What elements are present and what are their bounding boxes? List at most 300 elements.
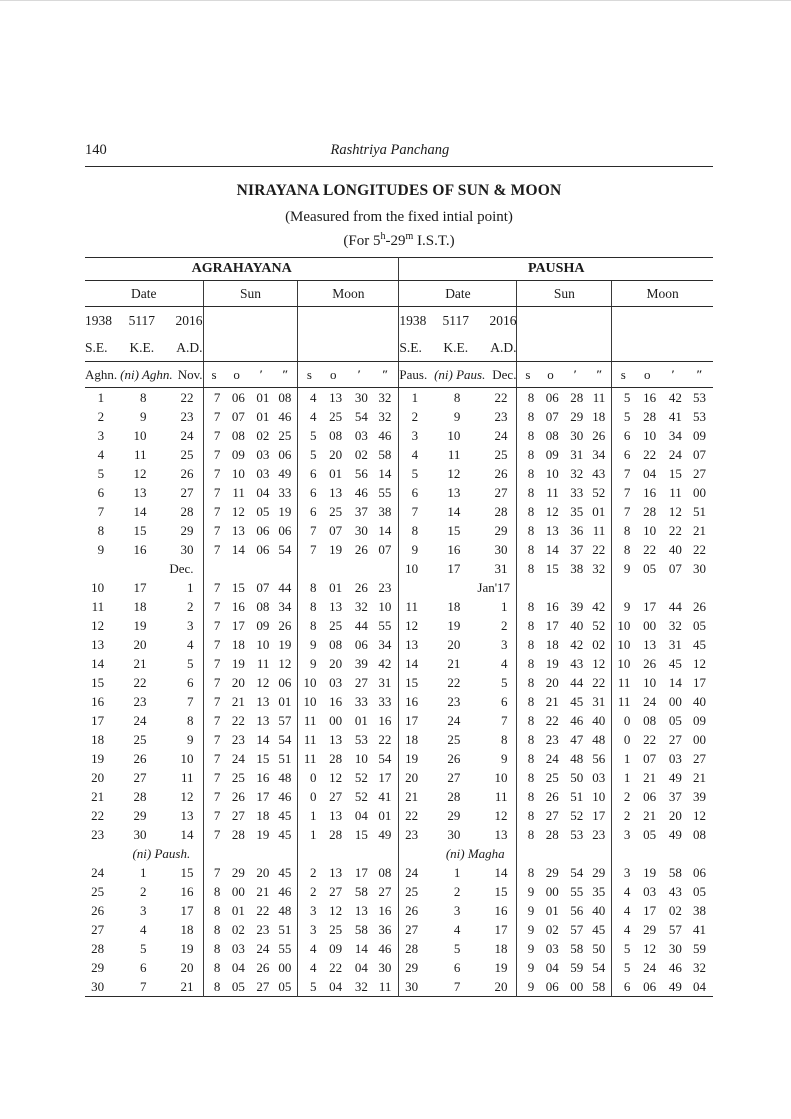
table-cell: 52	[592, 617, 606, 633]
table-cell: 11	[399, 597, 434, 616]
table-cell: 22	[378, 731, 392, 747]
table-cell: 21	[643, 769, 657, 785]
table-cell: 4	[399, 445, 434, 464]
table-cell: 37	[570, 541, 584, 557]
table-cell: 21	[180, 978, 194, 994]
spacer-cell	[203, 307, 298, 335]
table-cell: 0	[612, 711, 635, 730]
table-cell: 5	[399, 464, 434, 483]
table-cell: 9	[139, 408, 147, 424]
table-cell: 16	[643, 484, 657, 500]
table-cell: 30	[180, 541, 194, 557]
table-cell: 32	[378, 389, 392, 405]
table-cell: 22	[329, 959, 343, 975]
table-row	[85, 977, 713, 997]
table-cell	[85, 559, 120, 578]
table-cell: 46	[278, 883, 292, 899]
table-cell: 2	[399, 407, 434, 426]
table-cell: 22	[668, 522, 682, 538]
table-cell: 29	[399, 958, 434, 977]
table-cell: 8	[500, 731, 508, 747]
month-header-row	[85, 258, 713, 281]
table-cell: 25	[91, 883, 105, 899]
table-cell: 26	[545, 788, 559, 804]
table-cell: 18	[231, 636, 245, 652]
table-cell: 22	[592, 674, 606, 690]
table-cell	[686, 844, 713, 863]
table-cell: 49	[668, 826, 682, 842]
table-cell: 56	[592, 750, 606, 766]
table-cell: 7	[612, 502, 635, 521]
table-cell: 03	[668, 750, 682, 766]
table-cell: 3	[139, 902, 147, 918]
table-cell: 24	[133, 712, 147, 728]
table-cell: 23	[180, 408, 194, 424]
page-title: NIRAYANA LONGITUDES OF SUN & MOON	[236, 182, 562, 199]
spacer-cell	[298, 307, 399, 335]
table-row	[85, 768, 713, 787]
era-value: 1938	[85, 312, 112, 328]
table-cell: 21	[693, 522, 706, 538]
table-cell: 27	[693, 465, 706, 481]
unit-header-seconds: ″	[273, 362, 297, 388]
table-cell: 48	[592, 731, 606, 747]
table-cell: 9	[517, 958, 538, 977]
table-cell	[686, 578, 713, 597]
group-header-date: Date	[399, 281, 517, 307]
table-cell: 26	[278, 617, 292, 633]
table-cell: 28	[545, 826, 559, 842]
table-cell: 12	[545, 503, 559, 519]
table-cell: 12	[180, 788, 194, 804]
era-values-row	[85, 307, 713, 335]
table-cell: 23	[545, 731, 559, 747]
table-cell: 22	[180, 389, 194, 405]
month-transition-note: (ni) Paush.	[132, 845, 191, 861]
table-cell: 22	[643, 541, 657, 557]
table-cell: 23	[592, 826, 606, 842]
table-cell: 36	[378, 921, 392, 937]
table-cell: 22	[91, 807, 105, 823]
unit-header-signs: s	[203, 362, 224, 388]
table-cell: 5	[97, 465, 105, 481]
table-cell: 20	[180, 959, 194, 975]
table-row	[85, 407, 713, 426]
table-cell: 13	[256, 712, 270, 728]
table-cell: 8	[203, 901, 224, 920]
table-cell: 11	[298, 749, 321, 768]
table-cell: 08	[231, 427, 245, 443]
unit-header-signs: s	[298, 362, 321, 388]
table-cell: 29	[592, 864, 606, 880]
table-cell: 20	[133, 636, 147, 652]
table-cell: 22	[447, 674, 461, 690]
table-cell: 25	[447, 731, 461, 747]
group-header-moon: Moon	[298, 281, 399, 307]
table-cell: 10	[643, 674, 657, 690]
table-cell: 41	[668, 408, 682, 424]
table-row	[85, 844, 713, 863]
table-cell: 16	[447, 541, 461, 557]
table-cell: 07	[693, 446, 706, 462]
table-cell: 27	[91, 921, 105, 937]
table-row	[85, 901, 713, 920]
table-cell: 12	[668, 503, 682, 519]
table-cell: 01	[329, 465, 343, 481]
table-cell: 5	[612, 388, 635, 408]
date-col-header: (ni) Aghn.	[120, 362, 163, 388]
table-cell: 18	[180, 921, 194, 937]
month-header-left: AGRAHAYANA	[85, 258, 399, 281]
table-cell: 23	[399, 825, 434, 844]
table-cell: 01	[378, 807, 392, 823]
table-cell: 19	[256, 826, 270, 842]
table-cell: 00	[278, 959, 292, 975]
table-cell: 26	[643, 655, 657, 671]
table-cell: 01	[278, 693, 292, 709]
table-cell: 7	[203, 806, 224, 825]
table-cell: 25	[231, 769, 245, 785]
table-cell: 3	[612, 863, 635, 882]
table-cell: 30	[570, 427, 584, 443]
table-cell: 30	[668, 940, 682, 956]
table-cell: 11	[592, 389, 606, 405]
table-cell: 35	[592, 883, 606, 899]
table-cell: 04	[354, 959, 368, 975]
table-cell: 42	[592, 598, 606, 614]
table-cell: 24	[668, 446, 682, 462]
table-cell	[634, 844, 660, 863]
table-cell: 17	[399, 711, 434, 730]
table-cell: 27	[378, 883, 392, 899]
table-cell: 59	[693, 940, 706, 956]
table-cell: 20	[329, 446, 343, 462]
table-cell: 7	[612, 483, 635, 502]
table-cell: 7	[203, 597, 224, 616]
table-cell: 8	[298, 597, 321, 616]
table-cell: 30	[494, 541, 508, 557]
table-cell: 18	[256, 807, 270, 823]
table-cell: 8	[612, 540, 635, 559]
table-cell: 29	[570, 408, 584, 424]
table-cell: 12	[643, 940, 657, 956]
table-cell: 14	[133, 503, 147, 519]
table-cell: 6	[97, 484, 105, 500]
table-cell: 17	[133, 579, 147, 595]
table-cell: 16	[378, 902, 392, 918]
table-cell: 05	[668, 712, 682, 728]
table-cell: 9	[612, 597, 635, 616]
table-cell: 29	[133, 807, 147, 823]
table-cell: 54	[592, 959, 606, 975]
table-row	[85, 806, 713, 825]
table-cell: 29	[494, 522, 508, 538]
table-cell: 34	[378, 636, 392, 652]
table-cell: 7	[612, 464, 635, 483]
table-cell: 9	[612, 559, 635, 578]
table-cell: 10	[354, 750, 368, 766]
table-cell: 52	[354, 788, 368, 804]
table-cell: 9	[517, 901, 538, 920]
table-cell: 3	[187, 617, 194, 633]
table-cell: 50	[570, 769, 584, 785]
unit-header-seconds: ″	[372, 362, 399, 388]
table-cell: 11	[447, 446, 461, 462]
table-cell: 36	[570, 522, 584, 538]
table-cell: 13	[399, 635, 434, 654]
table-cell: 57	[668, 921, 682, 937]
table-cell: 10	[91, 579, 105, 595]
table-cell: 1	[612, 768, 635, 787]
table-cell: 21	[643, 807, 657, 823]
table-cell: 15	[545, 560, 559, 576]
table-cell: 28	[399, 939, 434, 958]
table-cell: 42	[570, 636, 584, 652]
table-cell: 41	[693, 921, 706, 937]
table-cell	[249, 559, 273, 578]
table-cell: 53	[354, 731, 368, 747]
era-value: 5117	[128, 312, 156, 328]
period-sup-minutes: m	[405, 231, 414, 242]
table-cell: 7	[203, 616, 224, 635]
table-cell	[203, 844, 224, 863]
table-cell: 11	[546, 484, 559, 500]
table-cell: 52	[570, 807, 584, 823]
table-cell: 10	[643, 427, 657, 443]
table-cell: 16	[256, 769, 270, 785]
unit-header-minutes: ′	[346, 362, 372, 388]
table-cell: 21	[545, 693, 559, 709]
table-cell: 28	[570, 389, 584, 405]
table-cell: 05	[693, 617, 706, 633]
table-cell: 26	[231, 788, 245, 804]
table-cell: 06	[278, 446, 292, 462]
table-cell: 4	[139, 921, 147, 937]
unit-header-degrees: o	[634, 362, 660, 388]
table-cell: 8	[517, 787, 538, 806]
table-cell: 23	[378, 579, 392, 595]
unit-header-degrees: o	[224, 362, 248, 388]
table-cell: 1	[500, 598, 508, 614]
table-cell: 27	[256, 978, 270, 994]
table-cell: 05	[643, 560, 657, 576]
table-cell: 13	[329, 864, 343, 880]
table-cell: 03	[643, 883, 657, 899]
table-cell: 19	[494, 959, 508, 975]
table-cell: 01	[329, 579, 343, 595]
column-header-row	[85, 362, 713, 388]
table-cell: 20	[256, 864, 270, 880]
table-cell: 14	[256, 731, 270, 747]
table-cell: 3	[500, 636, 508, 652]
table-cell: 54	[378, 750, 392, 766]
table-cell: 03	[231, 940, 245, 956]
table-cell: 22	[133, 674, 147, 690]
spacer-cell	[298, 334, 399, 362]
table-cell: 15	[494, 883, 508, 899]
table-cell: 58	[378, 446, 392, 462]
table-cell: 49	[378, 826, 392, 842]
table-cell	[372, 559, 399, 578]
table-cell: 34	[278, 598, 292, 614]
table-cell: 13	[494, 826, 508, 842]
table-cell: 8	[517, 407, 538, 426]
table-cell: 1	[612, 749, 635, 768]
table-cell: 14	[447, 503, 461, 519]
table-cell: 09	[256, 617, 270, 633]
table-cell: 10	[298, 673, 321, 692]
table-cell: 04	[256, 484, 270, 500]
table-cell: 7	[500, 712, 508, 728]
table-cell: 3	[453, 902, 461, 918]
table-cell: 2	[612, 787, 635, 806]
table-cell: 27	[494, 484, 508, 500]
table-cell: 04	[643, 465, 657, 481]
table-cell: 55	[378, 484, 392, 500]
table-cell: 8	[97, 522, 105, 538]
table-cell: 15	[447, 522, 461, 538]
table-cell: 12	[494, 807, 508, 823]
table-cell: 19	[545, 655, 559, 671]
table-cell: 06	[278, 522, 292, 538]
table-cell: 26	[494, 465, 508, 481]
date-col-header: Nov.	[163, 362, 203, 388]
table-cell: 13	[354, 902, 368, 918]
table-cell: 02	[592, 636, 606, 652]
table-cell: 26	[447, 750, 461, 766]
table-cell: 10	[612, 635, 635, 654]
table-cell: 11	[298, 711, 321, 730]
table-cell: 33	[278, 484, 292, 500]
group-header-date: Date	[85, 281, 203, 307]
table-cell: 16	[329, 693, 343, 709]
table-row	[85, 559, 713, 578]
table-cell: 7	[203, 863, 224, 882]
table-cell: 42	[668, 389, 682, 405]
table-cell: 11	[91, 598, 105, 614]
table-cell: 02	[668, 902, 682, 918]
table-row	[85, 654, 713, 673]
table-cell: 01	[354, 712, 368, 728]
table-cell: 8	[517, 825, 538, 844]
table-cell: 03	[545, 940, 559, 956]
table-cell: 32	[378, 408, 392, 424]
table-row	[85, 483, 713, 502]
table-cell: 39	[570, 598, 584, 614]
table-cell: 44	[570, 674, 584, 690]
spacer-cell	[203, 334, 298, 362]
table-cell: 28	[643, 503, 657, 519]
table-cell: 08	[329, 427, 343, 443]
table-cell: 7	[203, 730, 224, 749]
table-cell: 7	[203, 825, 224, 844]
table-cell	[320, 844, 346, 863]
table-cell: 7	[203, 388, 224, 408]
table-cell: 10	[298, 692, 321, 711]
era-value: 5117	[442, 312, 469, 328]
table-cell: 8	[453, 389, 461, 405]
table-cell: 1	[298, 825, 321, 844]
table-row	[85, 521, 713, 540]
table-cell: 8	[399, 521, 434, 540]
table-cell: 49	[668, 978, 682, 994]
table-cell: 7	[203, 654, 224, 673]
table-cell: 20	[545, 674, 559, 690]
table-cell: 44	[354, 617, 368, 633]
table-cell: 02	[545, 921, 559, 937]
table-cell: 40	[592, 712, 606, 728]
table-cell: 32	[693, 959, 706, 975]
table-cell: 32	[592, 560, 606, 576]
table-cell: 8	[517, 521, 538, 540]
table-cell: 27	[231, 807, 245, 823]
table-cell	[298, 559, 321, 578]
table-cell: 45	[592, 921, 606, 937]
table-cell: 27	[545, 807, 559, 823]
table-cell: 7	[203, 483, 224, 502]
table-cell: 8	[139, 389, 147, 405]
table-cell: 08	[278, 389, 292, 405]
table-cell: 47	[570, 731, 584, 747]
table-cell: 12	[399, 616, 434, 635]
table-cell: 06	[693, 864, 706, 880]
table-cell: 1	[187, 579, 194, 595]
running-head-title: Rashtriya Panchang	[330, 142, 450, 158]
table-cell: 16	[231, 598, 245, 614]
table-cell: 17	[494, 921, 508, 937]
table-cell: 15	[231, 579, 245, 595]
table-cell: 13	[447, 484, 461, 500]
table-cell: 3	[612, 825, 635, 844]
month-header-right: PAUSHA	[399, 258, 713, 281]
table-cell: 5	[187, 655, 194, 671]
table-cell: 24	[256, 940, 270, 956]
table-cell: 8	[517, 654, 538, 673]
table-cell	[587, 578, 611, 597]
table-cell: 3	[298, 901, 321, 920]
table-cell: 8	[612, 521, 635, 540]
table-cell: 06	[545, 978, 559, 994]
table-cell: 19	[278, 636, 292, 652]
table-cell: 5	[612, 939, 635, 958]
table-cell: 9	[399, 540, 434, 559]
table-cell: 8	[517, 426, 538, 445]
table-cell: 13	[133, 484, 147, 500]
table-cell: 24	[91, 864, 105, 880]
table-cell: 9	[187, 731, 194, 747]
table-cell: 12	[231, 503, 245, 519]
table-cell	[346, 844, 372, 863]
era-value: 2016	[175, 312, 203, 328]
table-cell: 6	[612, 445, 635, 464]
table-cell: Dec.	[169, 560, 194, 576]
table-cell: 06	[545, 389, 559, 405]
table-cell: 8	[517, 673, 538, 692]
table-cell: 21	[693, 769, 706, 785]
table-cell: 20	[329, 655, 343, 671]
table-row	[85, 920, 713, 939]
running-head	[85, 142, 713, 167]
date-col-header: Aghn.	[85, 362, 120, 388]
table-cell: 6	[500, 693, 508, 709]
table-cell: 15	[668, 465, 682, 481]
table-cell: 35	[570, 503, 584, 519]
table-cell: 48	[278, 902, 292, 918]
table-cell	[320, 559, 346, 578]
era-label: K.E.	[120, 334, 163, 362]
table-cell: 34	[668, 427, 682, 443]
table-cell: 17	[378, 769, 392, 785]
